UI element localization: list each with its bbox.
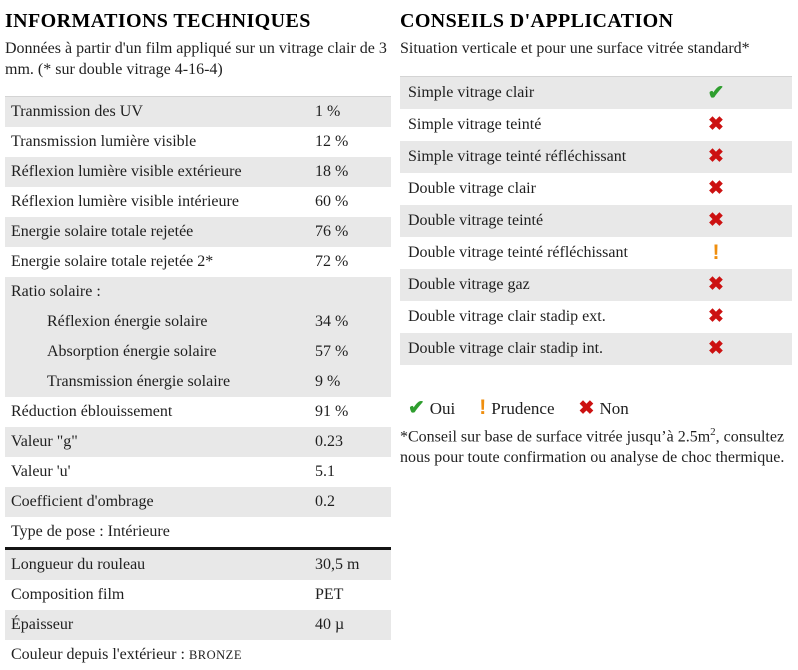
legend-item-caution	[479, 396, 554, 420]
technical-info-section	[5, 8, 391, 670]
row-label: Energie solaire totale rejetée	[11, 223, 194, 240]
legend-item-yes	[408, 395, 455, 420]
left-section-title: INFORMATIONS TECHNIQUES	[5, 10, 311, 32]
right-section-subtitle: Situation verticale et pour une surface vitrée standard*	[400, 40, 750, 57]
right-section-title: CONSEILS D'APPLICATION	[400, 10, 674, 32]
row-value: 9 %	[315, 373, 341, 390]
row-label: Réflexion lumière visible extérieure	[11, 163, 242, 180]
table-row	[5, 187, 391, 217]
row-value: 72 %	[315, 253, 349, 270]
row-label: Simple vitrage clair	[408, 84, 535, 101]
cross-icon: ✖	[708, 274, 724, 295]
table-row	[5, 397, 391, 427]
row-value: 18 %	[315, 163, 349, 180]
table-row	[5, 427, 391, 457]
table-row	[5, 157, 391, 187]
legend-label-caution: Prudence	[491, 399, 555, 418]
row-value: 57 %	[315, 343, 349, 360]
row-label: Transmission lumière visible	[11, 133, 197, 150]
row-value: 12 %	[315, 133, 349, 150]
footnote-text-pre: *Conseil sur base de surface vitrée jusqu’à 2.5m	[400, 428, 711, 446]
row-label: Longueur du rouleau	[11, 556, 146, 573]
cross-icon: ✖	[578, 398, 595, 419]
legend-item-no	[579, 397, 629, 420]
table-row	[5, 457, 391, 487]
glazing-advice-table	[400, 76, 792, 365]
footnote	[400, 422, 792, 468]
table-row	[5, 550, 391, 580]
row-label: Coefficient d'ombrage	[11, 493, 154, 510]
row-label: Double vitrage gaz	[408, 276, 530, 293]
cross-icon: ✖	[708, 114, 724, 135]
row-label: Type de pose : Intérieure	[11, 523, 170, 540]
table-row	[5, 217, 391, 247]
row-label: Double vitrage clair stadip ext.	[408, 308, 606, 325]
row-value: PET	[315, 586, 344, 603]
row-label: Réflexion lumière visible intérieure	[11, 193, 239, 210]
row-label: Double vitrage clair	[408, 180, 536, 197]
row-label: Simple vitrage teinté réfléchissant	[408, 148, 627, 165]
exterior-color-label: Couleur depuis l'extérieur :	[11, 646, 185, 663]
table-row	[5, 367, 391, 397]
application-advice-section	[400, 8, 792, 468]
table-row	[5, 487, 391, 517]
table-row	[400, 77, 792, 109]
row-label: Composition film	[11, 586, 125, 603]
table-row	[400, 301, 792, 333]
row-label: Transmission énergie solaire	[47, 373, 231, 390]
left-section-subtitle: Données à partir d'un film appliqué sur un vitrage clair de 3 mm. (* sur double vitrage 4-16-4)	[5, 40, 387, 78]
legend-label-yes: Oui	[429, 399, 456, 418]
table-row	[400, 109, 792, 141]
row-label: Double vitrage teinté réfléchissant	[408, 244, 628, 261]
row-label: Simple vitrage teinté	[408, 116, 542, 133]
film-properties-table	[5, 550, 391, 640]
table-row	[400, 333, 792, 365]
table-row	[5, 307, 391, 337]
table-row	[5, 247, 391, 277]
legend-label-no: Non	[599, 399, 629, 418]
row-label: Épaisseur	[11, 616, 74, 633]
row-value: 0.2	[315, 493, 335, 510]
table-row	[5, 337, 391, 367]
table-row	[5, 127, 391, 157]
row-label: Energie solaire totale rejetée 2*	[11, 253, 214, 270]
table-row	[400, 205, 792, 237]
exterior-color-row	[5, 640, 391, 670]
row-label: Tranmission des UV	[11, 103, 143, 120]
check-icon: ✔	[707, 82, 725, 104]
table-row	[5, 610, 391, 640]
row-label: Réduction éblouissement	[11, 403, 173, 420]
table-row	[5, 277, 391, 307]
cross-icon: ✖	[708, 306, 724, 327]
table-row	[400, 173, 792, 205]
row-label: Double vitrage teinté	[408, 212, 544, 229]
row-value: 5.1	[315, 463, 335, 480]
row-value: 30,5 m	[315, 556, 360, 573]
status-legend	[400, 395, 792, 420]
row-value: 76 %	[315, 223, 349, 240]
table-row	[5, 517, 391, 547]
footnote-text-post: , consultez nous pour toute confirmation ou analyse de choc thermique.	[400, 428, 785, 467]
row-label: Réflexion énergie solaire	[47, 313, 208, 330]
warning-icon: !	[712, 241, 720, 264]
warning-icon: !	[479, 396, 487, 419]
table-row	[400, 237, 792, 269]
row-value: 34 %	[315, 313, 349, 330]
row-value: 40 µ	[315, 616, 345, 633]
exterior-color-value: BRONZE	[188, 648, 242, 662]
row-label: Absorption énergie solaire	[47, 343, 217, 360]
cross-icon: ✖	[708, 146, 724, 167]
cross-icon: ✖	[708, 210, 724, 231]
row-value: 1 %	[315, 103, 341, 120]
table-row	[400, 269, 792, 301]
table-row	[400, 141, 792, 173]
table-row	[5, 580, 391, 610]
row-label: Valeur 'u'	[11, 463, 71, 480]
row-label: Double vitrage clair stadip int.	[408, 340, 604, 357]
row-label: Valeur "g"	[11, 433, 78, 450]
row-value: 0.23	[315, 433, 343, 450]
row-value: 91 %	[315, 403, 349, 420]
table-row	[5, 97, 391, 127]
technical-data-table	[5, 96, 391, 547]
cross-icon: ✖	[708, 178, 724, 199]
footnote-superscript: 2	[710, 426, 716, 438]
cross-icon: ✖	[708, 338, 724, 359]
row-value: 60 %	[315, 193, 349, 210]
check-icon: ✔	[408, 397, 425, 419]
row-label: Ratio solaire :	[11, 283, 101, 300]
